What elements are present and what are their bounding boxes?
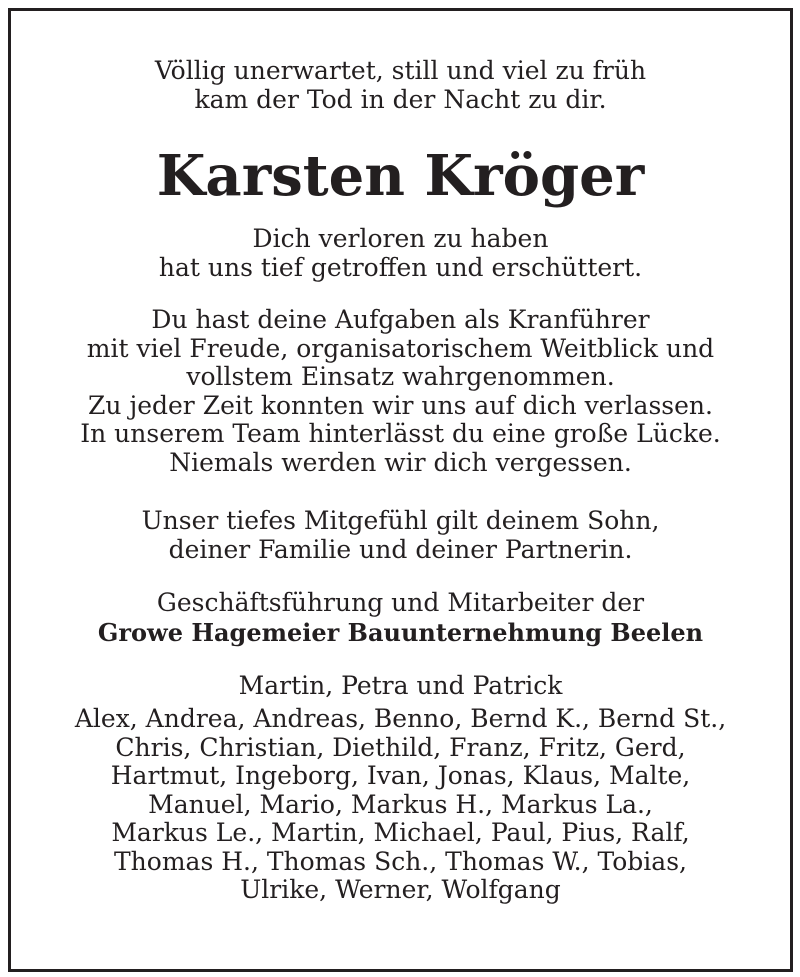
staff-line: Thomas H., Thomas Sch., Thomas W., Tobias,	[114, 846, 687, 876]
staff-line: Ulrike, Werner, Wolfgang	[240, 875, 561, 904]
staff-line: Hartmut, Ingeborg, Ivan, Jonas, Klaus, Malte,	[110, 761, 691, 790]
staff-line: Manuel, Mario, Markus H., Markus La.,	[148, 789, 653, 819]
sympathy-paragraph	[11, 507, 790, 564]
intro-line: Völlig unerwartet, still und viel zu früh	[154, 56, 647, 85]
obituary-frame	[8, 8, 793, 972]
paragraph-line: Unser tiefes Mitgefühl gilt deinem Sohn,	[141, 506, 660, 535]
paragraph-line: In unserem Team hinterlässt du eine große Lücke.	[80, 419, 721, 448]
tribute-paragraph	[11, 306, 790, 477]
intro-line: kam der Tod in der Nacht zu dir.	[194, 84, 607, 114]
paragraph-line: deiner Familie und deiner Partnerin.	[168, 534, 633, 564]
signoff-text: Geschäftsführung und Mitarbeiter der	[156, 588, 645, 617]
staff-names	[11, 705, 790, 905]
paragraph-line: mit viel Freude, organisatorischem Weitblick und	[86, 333, 715, 363]
condolence-paragraph-1	[11, 225, 790, 282]
deceased-name: Karsten Kröger	[156, 143, 645, 209]
staff-line: Markus Le., Martin, Michael, Paul, Pius, Ralf,	[111, 818, 690, 847]
staff-line: Chris, Christian, Diethild, Franz, Fritz, Gerd,	[115, 732, 686, 762]
intro-text	[11, 57, 790, 114]
paragraph-line: Niemals werden wir dich vergessen.	[169, 447, 632, 477]
management-names: Martin, Petra und Patrick	[238, 671, 563, 700]
paragraph-line: Dich verloren zu haben	[252, 224, 549, 253]
company-name: Growe Hagemeier Bauunternehmung Beelen	[97, 618, 704, 647]
paragraph-line: hat uns tief getroffen und erschüttert.	[158, 252, 643, 282]
paragraph-line: Zu jeder Zeit konnten wir uns auf dich verlassen.	[88, 390, 713, 420]
staff-line: Alex, Andrea, Andreas, Benno, Bernd K., Bernd St.,	[74, 704, 727, 733]
paragraph-line: vollstem Einsatz wahrgenommen.	[186, 362, 615, 391]
paragraph-line: Du hast deine Aufgaben als Kranführer	[151, 305, 650, 334]
